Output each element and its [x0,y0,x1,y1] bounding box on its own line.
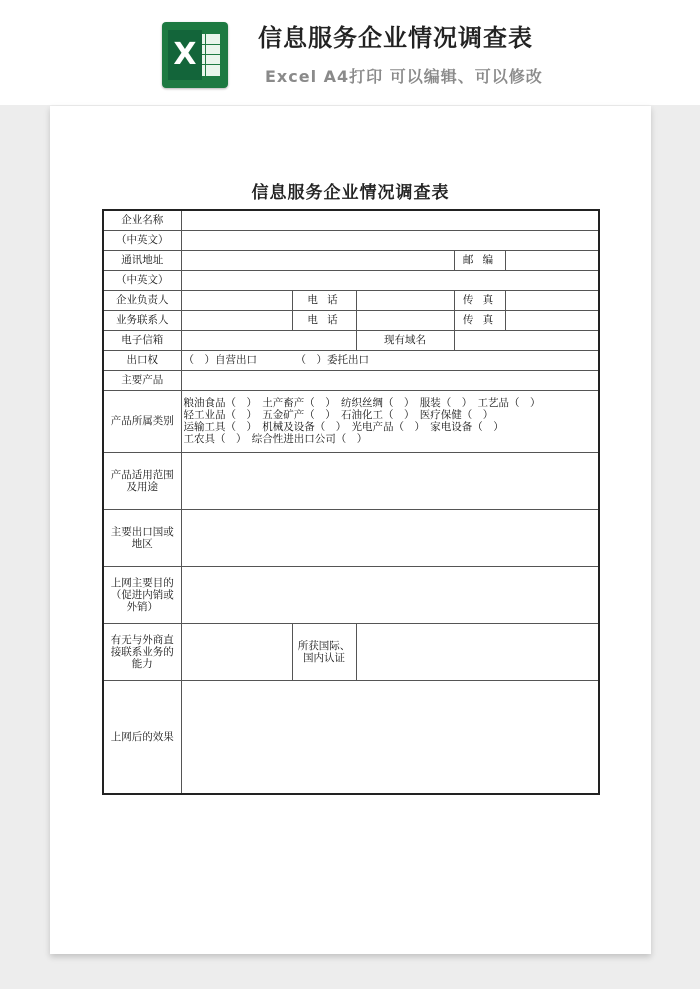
survey-form [102,209,600,795]
contact-fax-field[interactable] [505,310,599,330]
effect-field[interactable] [181,680,599,794]
manager-phone-field[interactable] [356,290,454,310]
foreign-ability-field[interactable] [181,623,292,680]
main-products-field[interactable] [181,370,599,390]
address-cn-field[interactable] [181,250,454,270]
company-name-cn-field[interactable] [181,210,599,230]
category-options[interactable] [181,390,599,452]
manager-fax-label: 传 真 [454,290,505,310]
document-title: 信息服务企业情况调查表 [251,183,450,203]
postcode-field[interactable] [505,250,599,270]
email-field[interactable] [181,330,356,350]
contact-label: 业务联系人 [103,310,181,330]
postcode-label: 邮 编 [454,250,505,270]
contact-phone-label: 电 话 [292,310,356,330]
export-self-option[interactable]: （ ）自营出口 [183,354,257,366]
category-line: 粮油食品（ ） 土产畜产（ ） 纺织丝绸（ ） 服装（ ） 工艺品（ ） [183,397,541,409]
contact-field[interactable] [181,310,292,330]
category-line: 运输工具（ ） 机械及设备（ ） 光电产品（ ） 家电设备（ ） [183,421,504,433]
manager-label: 企业负责人 [103,290,181,310]
online-purpose-field[interactable] [181,566,599,623]
effect-label: 上网后的效果 [103,680,181,794]
certification-field[interactable] [356,623,599,680]
contact-fax-label: 传 真 [454,310,505,330]
export-agent-option[interactable]: （ ）委托出口 [295,354,369,366]
main-products-label: 主要产品 [103,370,181,390]
contact-phone-field[interactable] [356,310,454,330]
foreign-ability-label: 有无与外商直接联系业务的能力 [103,623,181,680]
company-name-label: 企业名称 [103,210,181,230]
excel-icon [162,22,228,88]
company-name-en-field[interactable] [181,230,599,250]
header-title: 信息服务企业情况调查表 [258,24,533,52]
export-right-label: 出口权 [103,350,181,370]
export-right-options [181,350,599,370]
category-line: 工农具（ ） 综合性进出口公司（ ） [183,433,368,445]
category-line: 轻工业品（ ） 五金矿产（ ） 石油化工（ ） 医疗保健（ ） [183,409,494,421]
manager-phone-label: 电 话 [292,290,356,310]
export-region-label: 主要出口国或地区 [103,509,181,566]
category-label: 产品所属类别 [103,390,181,452]
scope-label: 产品适用范围及用途 [103,452,181,509]
domain-label: 现有域名 [356,330,454,350]
document-page [50,106,651,954]
scope-field[interactable] [181,452,599,509]
address-label: 通讯地址 [103,250,181,270]
domain-field[interactable] [454,330,599,350]
header-subtitle: Excel A4打印 可以编辑、可以修改 [265,67,543,86]
email-label: 电子信箱 [103,330,181,350]
address-en-field[interactable] [181,270,599,290]
address-lang-label: （中英文） [103,270,181,290]
company-name-lang-label: （中英文） [103,230,181,250]
manager-fax-field[interactable] [505,290,599,310]
manager-field[interactable] [181,290,292,310]
page-header [0,0,700,105]
online-purpose-label: 上网主要目的（促进内销或外销） [103,566,181,623]
export-region-field[interactable] [181,509,599,566]
excel-letter: X [168,30,202,80]
certification-label: 所获国际、国内认证 [292,623,356,680]
